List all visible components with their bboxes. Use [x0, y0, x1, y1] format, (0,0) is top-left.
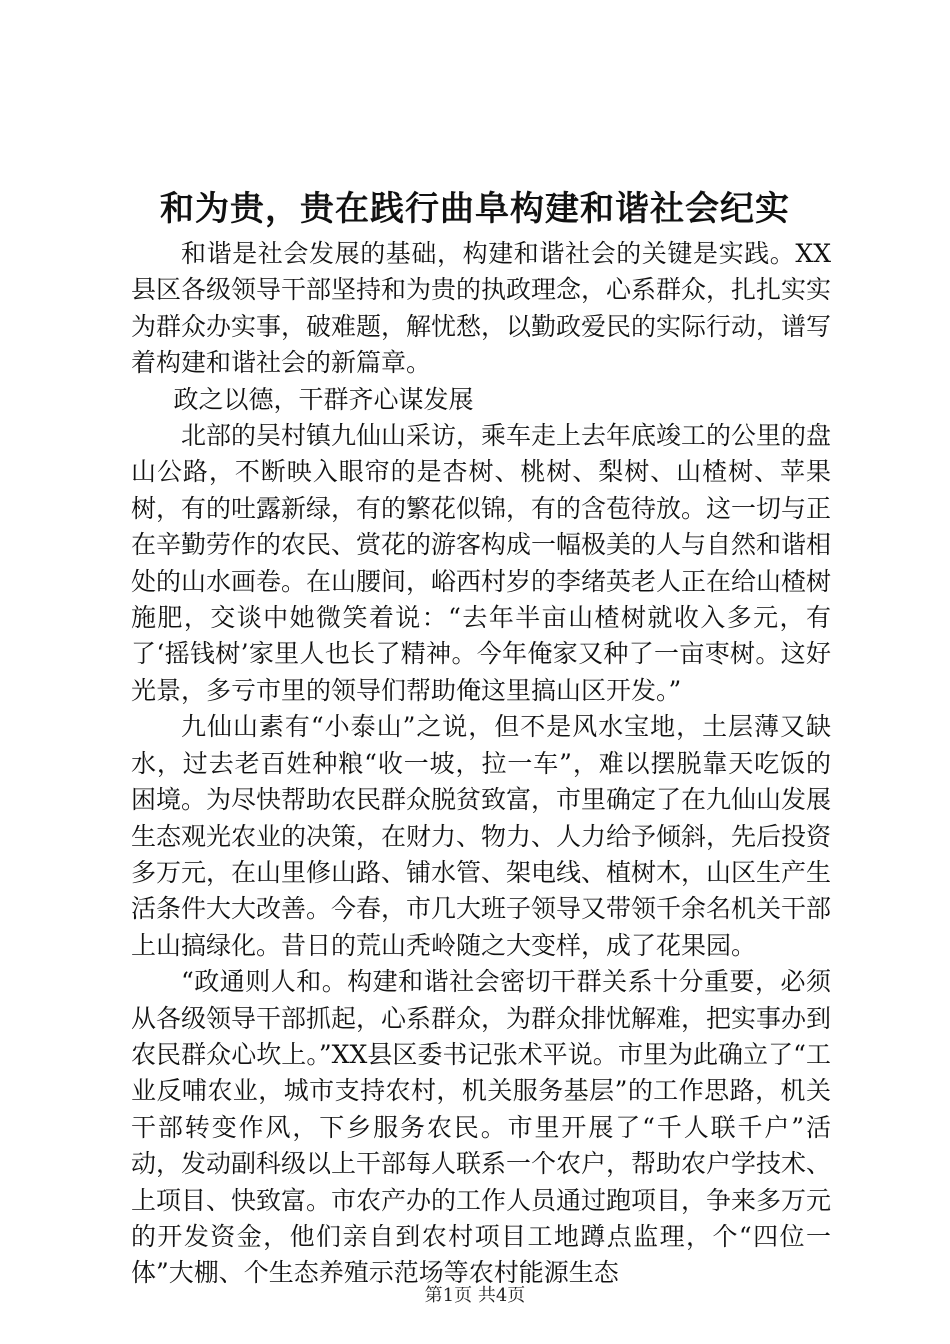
paragraph-intro: 和谐是社会发展的基础，构建和谐社会的关键是实践。XX县区各级领导干部坚持和为贵的执政理念，心系群众，扎扎实实为群众办实事，破难题，解忧愁，以勤政爱民的实际行动，谱写着构建和谐社会的新篇章。 — [131, 239, 832, 378]
paragraph-cadre-relations: “政通则人和。构建和谐社会密切干群关系十分重要，必须从各级领导干部抓起，心系群众，为群众排忧解难，把实事办到农民群众心坎上。”XX县区委书记张术平说。市里为此确立了“工业反哺农业，城市支持农村，机关服务基层”的工作思路，机关干部转变作风，下乡服务农民。市里开展了“千人联千户”活动，发动副科级以上干部每人联系一个农户，帮助农户学技术、上项目、快致富。市农产办的工作人员通过跑项目，争来多万元的开发资金，他们亲自到农村项目工地蹲点监理，个“四位一体”大棚、个生态养殖示范场等农村能源生态 — [131, 967, 832, 1288]
page-footer: 第1页 共4页 — [424, 1285, 526, 1306]
document-body — [131, 236, 831, 1292]
paragraph-jiuxian-visit: 北部的吴村镇九仙山采访，乘车走上去年底竣工的公里的盘山公路，不断映入眼帘的是杏树、桃树、梨树、山楂树、苹果树，有的吐露新绿，有的繁花似锦，有的含苞待放。这一切与正在辛勤劳作的农民、赏花的游客构成一幅极美的人与自然和谐相处的山水画卷。在山腰间，峪西村岁的李绪英老人正在给山楂树施肥，交谈中她微笑着说：“去年半亩山楂树就收入多元，有了‘摇钱树’家里人也长了精神。今年俺家又种了一亩枣树。这好光景，多亏市里的领导们帮助俺这里搞山区开发。” — [131, 421, 832, 705]
document-title: 和为贵，贵在践行曲阜构建和谐社会纪实 — [160, 189, 790, 229]
section-heading: 政之以德，干群齐心谋发展 — [173, 384, 474, 414]
paragraph-jiuxian-development: 九仙山素有“小泰山”之说，但不是风水宝地，土层薄又缺水，过去老百姓种粮“收一坡，拉一车”，难以摆脱靠天吃饭的困境。为尽快帮助农民群众脱贫致富，市里确定了在九仙山发展生态观光农业的决策，在财力、物力、人力给予倾斜，先后投资多万元，在山里修山路、铺水管、架电线、植树木，山区生产生活条件大大改善。今春，市几大班子领导又带领千余名机关干部上山搞绿化。昔日的荒山秃岭随之大变样，成了花果园。 — [131, 712, 832, 960]
